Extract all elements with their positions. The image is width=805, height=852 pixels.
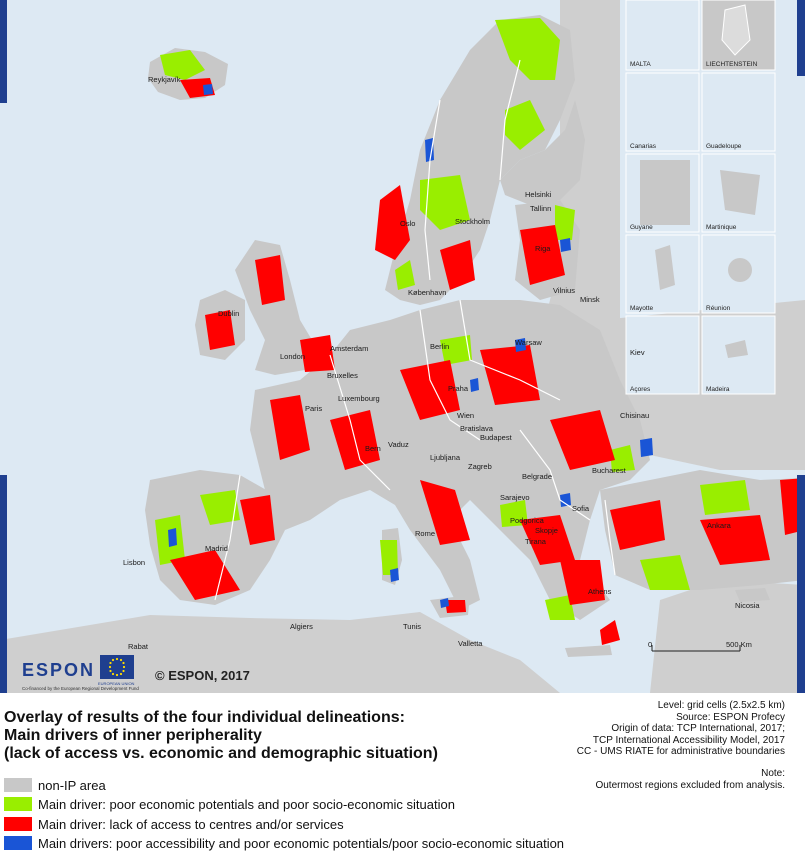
note-line: Note: xyxy=(761,768,785,779)
city-label: Bucharest xyxy=(592,466,626,475)
city-label: Valletta xyxy=(458,639,483,648)
legend-label: Main driver: lack of access to centres and/or services xyxy=(38,816,344,832)
legend-item-non-ip xyxy=(4,776,106,794)
city-label: Riga xyxy=(535,244,551,253)
copyright-text: © ESPON, 2017 xyxy=(155,668,250,683)
city-label: Vilnius xyxy=(553,286,575,295)
eu-flag-icon xyxy=(100,655,134,679)
city-label: Chisinau xyxy=(620,411,650,420)
frame-edge-bar xyxy=(0,475,7,693)
scale-end-label: 500 Km xyxy=(726,640,752,649)
city-label: Tirana xyxy=(525,537,546,546)
inset-label-liechtenstein: LIECHTENSTEIN xyxy=(706,61,758,68)
inset-label-canarias: Canarias xyxy=(630,143,657,150)
legend-label: Main drivers: poor accessibility and poor economic potentials/poor socio-economic situation xyxy=(38,835,565,851)
city-label: Praha xyxy=(448,384,469,393)
note-info xyxy=(595,768,785,791)
inset-label-mayotte: Mayotte xyxy=(630,305,654,312)
city-label: Rabat xyxy=(128,642,149,651)
city-label: Bratislava xyxy=(460,424,493,433)
legend-item-both xyxy=(4,834,564,852)
source-line: Source: ESPON Profecy xyxy=(676,711,785,723)
city-label: Stockholm xyxy=(455,217,491,226)
inset-label-martinique: Martinique xyxy=(706,224,737,231)
city-label: Bern xyxy=(365,444,381,453)
note-line: Outermost regions excluded from analysis. xyxy=(595,779,785,791)
eu-label: EUROPEAN UNION xyxy=(98,681,135,686)
city-label: Ljubljana xyxy=(430,453,461,462)
source-line: Origin of data: TCP International, 2017; xyxy=(611,723,785,734)
crete-land xyxy=(565,645,612,657)
city-label: Reykjavík xyxy=(148,75,181,84)
city-label: Dublin xyxy=(218,309,240,318)
city-label: Podgorica xyxy=(510,516,544,525)
city-label: Nicosia xyxy=(735,601,760,610)
city-label: Berlin xyxy=(430,342,450,351)
city-label: Skopje xyxy=(535,526,558,535)
city-label: Warsaw xyxy=(515,338,542,347)
source-line: Level: grid cells (2.5x2.5 km) xyxy=(657,700,785,711)
legend-swatch xyxy=(4,817,32,831)
city-label: Athens xyxy=(588,587,612,596)
legend-swatch xyxy=(4,778,32,792)
city-label: Zagreb xyxy=(468,462,492,471)
map-title xyxy=(4,709,438,763)
title-line: Overlay of results of the four individual delineations: xyxy=(4,709,405,726)
city-label: Vaduz xyxy=(388,440,409,449)
frame-edge-bar xyxy=(797,0,805,76)
legend-swatch xyxy=(4,836,32,850)
city-label: Minsk xyxy=(580,295,600,304)
legend-label: Main driver: poor economic potentials and poor socio-economic situation xyxy=(38,796,455,812)
frame-edge-bar xyxy=(0,0,7,103)
city-label: Algiers xyxy=(290,622,313,631)
scale-zero-label: 0 xyxy=(648,640,653,649)
city-label: Rome xyxy=(415,529,436,538)
city-label: Wien xyxy=(457,411,475,420)
legend-item-economic xyxy=(4,795,455,813)
inset-label-malta: MALTA xyxy=(630,61,651,68)
source-line: TCP International Accessibility Model, 2017 xyxy=(592,734,785,746)
inset-label-reunion: Réunion xyxy=(706,305,731,312)
inset-label-acores: Açores xyxy=(630,386,651,393)
inset-label-guadeloupe: Guadeloupe xyxy=(706,143,742,150)
city-label: Sofia xyxy=(572,504,590,513)
city-label: Helsinki xyxy=(525,190,552,199)
city-label: Belgrade xyxy=(522,472,553,481)
city-label: Oslo xyxy=(400,219,416,228)
city-label: Madrid xyxy=(205,544,228,553)
legend-label: non-IP area xyxy=(38,777,106,793)
espon-logo: ESPON xyxy=(22,660,96,680)
source-line: CC - UMS RIATE for administrative boundaries xyxy=(576,746,785,757)
cyprus-land xyxy=(735,588,770,602)
inset-label-madeira: Madeira xyxy=(706,386,730,393)
city-label: Lisbon xyxy=(123,558,146,567)
city-label: Tallinn xyxy=(530,204,552,213)
city-label: Budapest xyxy=(480,433,512,442)
city-label: Bruxelles xyxy=(327,371,358,380)
city-label: Kiev xyxy=(630,348,645,357)
city-label: Amsterdam xyxy=(330,344,369,353)
source-info xyxy=(577,700,785,758)
cofinanced-text: Co-financed by the European Regional Development Fund xyxy=(22,686,139,691)
city-label: Sarajevo xyxy=(500,493,530,502)
title-line: Main drivers of inner peripherality xyxy=(4,727,262,744)
title-line: (lack of access vs. economic and demographic situation) xyxy=(4,745,438,762)
frame-edge-bar xyxy=(797,475,805,693)
city-label: Luxembourg xyxy=(338,394,380,403)
inset-label-guyane: Guyane xyxy=(630,224,653,231)
city-label: København xyxy=(408,288,447,297)
city-label: Paris xyxy=(305,404,323,413)
city-label: Tunis xyxy=(403,622,422,631)
city-label: London xyxy=(280,352,306,361)
legend-swatch xyxy=(4,797,32,811)
city-label: Ankara xyxy=(707,521,731,530)
legend-item-access xyxy=(4,815,344,833)
